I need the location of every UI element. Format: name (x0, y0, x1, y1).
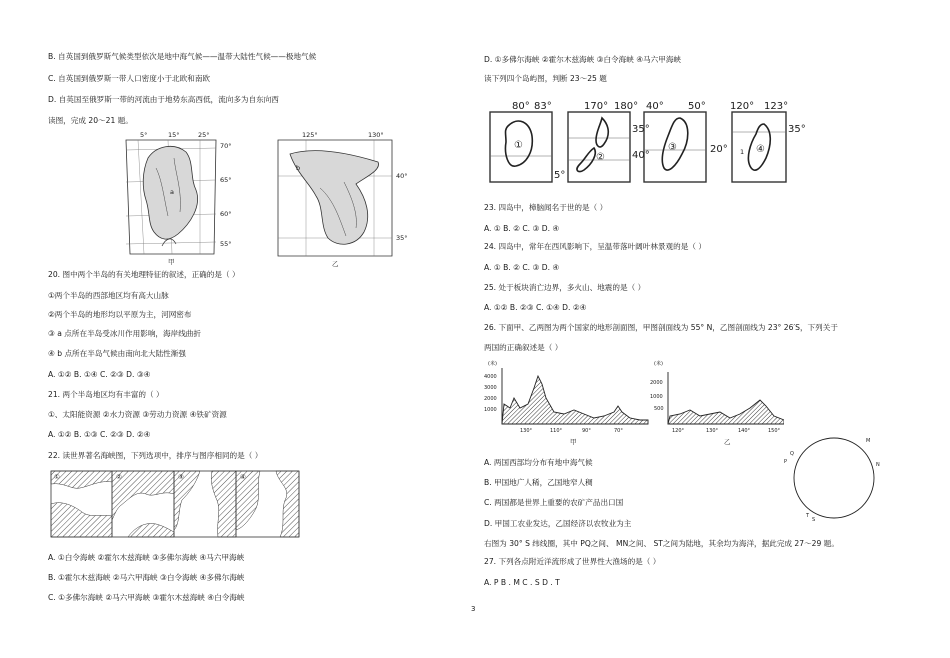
question-27: 27. 下列各点附近洋流形成了世界性大渔场的是（ ） (484, 557, 661, 566)
instruction-27-29: 右图为 30° S 纬线圈，其中 PQ之间、 MN之间、 ST之间为陆地，其余均为海洋，据此完成 27～29 题。 (484, 539, 839, 548)
jia-lon-1: 5° (140, 131, 148, 139)
island-panel-2 (568, 101, 650, 182)
question-26-cont: 两国的正确叙述是（ ） (484, 343, 563, 352)
profile-yi (650, 360, 784, 446)
jia-y4: 1000 (484, 407, 497, 413)
island3-lon-2: 50° (688, 101, 706, 112)
option-d-line: D. 自英国至俄罗斯一带的河流由于地势东高西低，流向多为自东向西 (48, 95, 279, 104)
q20-item-3: ③ a 点所在半岛受冰川作用影响，海岸线曲折 (48, 329, 201, 338)
q20-item-2: ②两个半岛的地形均以平原为主，河网密布 (48, 310, 192, 319)
question-26: 26. 下面甲、乙两图为两个国家的地形剖面图，甲图剖面线为 55° N，乙图剖面线为 23° 26′S，下列关于 (484, 323, 838, 332)
jia-caption: 甲 (168, 258, 175, 266)
strait-label-1: ① (54, 473, 60, 481)
yi-y1: 2000 (650, 380, 663, 386)
jia-lat-2: 65° (220, 176, 232, 184)
yi-x2: 130° (706, 428, 719, 434)
yi-y3: 500 (654, 406, 664, 412)
circle-point-m: M (866, 438, 871, 444)
q25-options: A. ①② B. ②③ C. ①④ D. ②④ (484, 303, 587, 312)
island1-lon-2: 83° (534, 101, 552, 112)
jia-y2: 3000 (484, 385, 497, 391)
point-a: a (170, 188, 174, 196)
yi-lon-1: 125° (302, 131, 318, 139)
island3-lon-1: 40° (646, 101, 664, 112)
yi-x1: 120° (672, 428, 685, 434)
island-panel-4 (730, 101, 806, 182)
jia-unit: (米) (488, 361, 497, 367)
jia-lat-4: 55° (220, 240, 232, 248)
yi-y2: 1000 (650, 394, 663, 400)
question-21: 21. 两个半岛地区均有丰富的（ ） (48, 390, 164, 399)
jia-lat-3: 60° (220, 210, 232, 218)
q20-options: A. ①② B. ①④ C. ②③ D. ③④ (48, 370, 151, 379)
island1-lat: 5° (554, 170, 566, 181)
island1-lon-1: 80° (512, 101, 530, 112)
profile-jia (484, 360, 648, 446)
peninsula-maps-figure (120, 128, 420, 268)
jia-x2: 110° (550, 428, 563, 434)
yi-caption: 乙 (332, 260, 339, 268)
point-b: b (296, 164, 301, 172)
yi-lon-2: 130° (368, 131, 384, 139)
jia-x3: 90° (582, 428, 591, 434)
q21-options: A. ①② B. ①③ C. ②③ D. ②④ (48, 430, 151, 439)
yi-lat-1: 40° (396, 172, 408, 180)
instruction-23-25: 读下列四个岛屿图，判断 23～25 题 (484, 74, 607, 83)
island2-lon-2: 180° (614, 101, 639, 112)
question-22: 22. 读世界著名海峡图，下列选项中，排序与图序相同的是（ ） (48, 451, 263, 460)
island-panel-3 (644, 101, 728, 182)
q24-options: A. ① B. ② C. ③ D. ④ (484, 263, 560, 272)
jia-x1: 130° (520, 428, 533, 434)
island-panel-1 (490, 101, 565, 182)
yi-profile-caption: 乙 (724, 438, 731, 446)
q20-item-1: ①两个半岛的西部地区均有高大山脉 (48, 291, 169, 300)
q27-options: A. P B . M C . S D . T (484, 578, 560, 587)
island1-mark: ① (514, 140, 523, 151)
circle-point-p: P (784, 459, 788, 465)
yi-x3: 140° (738, 428, 751, 434)
q23-options: A. ① B. ② C. ③ D. ④ (484, 224, 560, 233)
strait-label-4: ④ (240, 473, 246, 481)
island3-mark: ③ (668, 142, 677, 153)
strait-label-3: ③ (178, 473, 184, 481)
island2-lat-1: 35° (632, 124, 650, 135)
q26-option-c: C. 两国都是世界上重要的农矿产品出口国 (484, 498, 624, 507)
island2-lon-1: 170° (584, 101, 609, 112)
yi-unit: (米) (654, 361, 663, 367)
yi-x4: 150° (768, 428, 781, 434)
q26-option-b: B. 甲国地广人稀，乙国地窄人稠 (484, 478, 593, 487)
strait-maps-figure (50, 470, 310, 540)
option-c-line: C. 自英国到俄罗斯一带人口密度小于北欧和南欧 (48, 74, 211, 83)
q21-items: ①、太阳能资源 ②水力资源 ③劳动力资源 ④铁矿资源 (48, 410, 227, 419)
island-maps-figure (484, 96, 814, 192)
question-23: 23. 四岛中，樟脑闻名于世的是（ ） (484, 203, 608, 212)
map-yi (278, 131, 408, 268)
jia-profile-caption: 甲 (570, 438, 577, 446)
instruction-20-21: 读图，完成 20～21 题。 (48, 116, 133, 125)
terrain-profiles-figure (484, 358, 784, 448)
jia-y3: 2000 (484, 396, 497, 402)
q20-item-4: ④ b 点所在半岛气候由南向北大陆性渐强 (48, 349, 186, 358)
question-20: 20. 图中两个半岛的有关地理特征的叙述，正确的是（ ） (48, 270, 240, 279)
strait-label-2: ② (116, 473, 122, 481)
jia-lon-3: 25° (198, 131, 210, 139)
q22-option-a: A. ①白令海峡 ②霍尔木兹海峡 ③多佛尔海峡 ④马六甲海峡 (48, 553, 245, 562)
island4-lon-2: 123° (764, 101, 789, 112)
island4-lat: 35° (788, 124, 806, 135)
island4-lon-1: 120° (730, 101, 755, 112)
page-number: 3 (471, 605, 476, 613)
circle-point-s: S (812, 517, 816, 523)
question-24: 24. 四岛中，常年在西风影响下，呈温带落叶阔叶林景观的是（ ） (484, 242, 706, 251)
circle-point-n: N (876, 462, 880, 468)
circle-point-t: T (806, 513, 810, 519)
island4-extra: 1 (740, 148, 745, 156)
jia-x4: 70° (614, 428, 623, 434)
q26-option-d: D. 甲国工农业发达，乙国经济以农牧业为主 (484, 519, 632, 528)
island3-lat: 20° (710, 144, 728, 155)
q22-option-d: D. ①多佛尔海峡 ②霍尔木兹海峡 ③白令海峡 ④马六甲海峡 (484, 55, 682, 64)
q22-option-c: C. ①多佛尔海峡 ②马六甲海峡 ③霍尔木兹海峡 ④白令海峡 (48, 593, 245, 602)
latitude-circle-figure (782, 432, 882, 524)
jia-lat-1: 70° (220, 142, 232, 150)
jia-lon-2: 15° (168, 131, 180, 139)
island2-mark: ② (596, 152, 605, 163)
map-jia (126, 131, 232, 266)
yi-lat-2: 35° (396, 234, 408, 242)
option-b-line: B. 自英国到俄罗斯气候类型依次是地中海气候——温带大陆性气候——极地气候 (48, 52, 317, 61)
q26-option-a: A. 两国西部均分布有地中海气候 (484, 458, 593, 467)
jia-y1: 4000 (484, 374, 497, 380)
q22-option-b: B. ①霍尔木兹海峡 ②马六甲海峡 ③白令海峡 ④多佛尔海峡 (48, 573, 245, 582)
island2-lat-2: 40° (632, 150, 650, 161)
question-25: 25. 处于板块消亡边界，多火山、地震的是（ ） (484, 283, 646, 292)
island4-mark: ④ (756, 144, 765, 155)
circle-point-q: Q (790, 451, 794, 457)
